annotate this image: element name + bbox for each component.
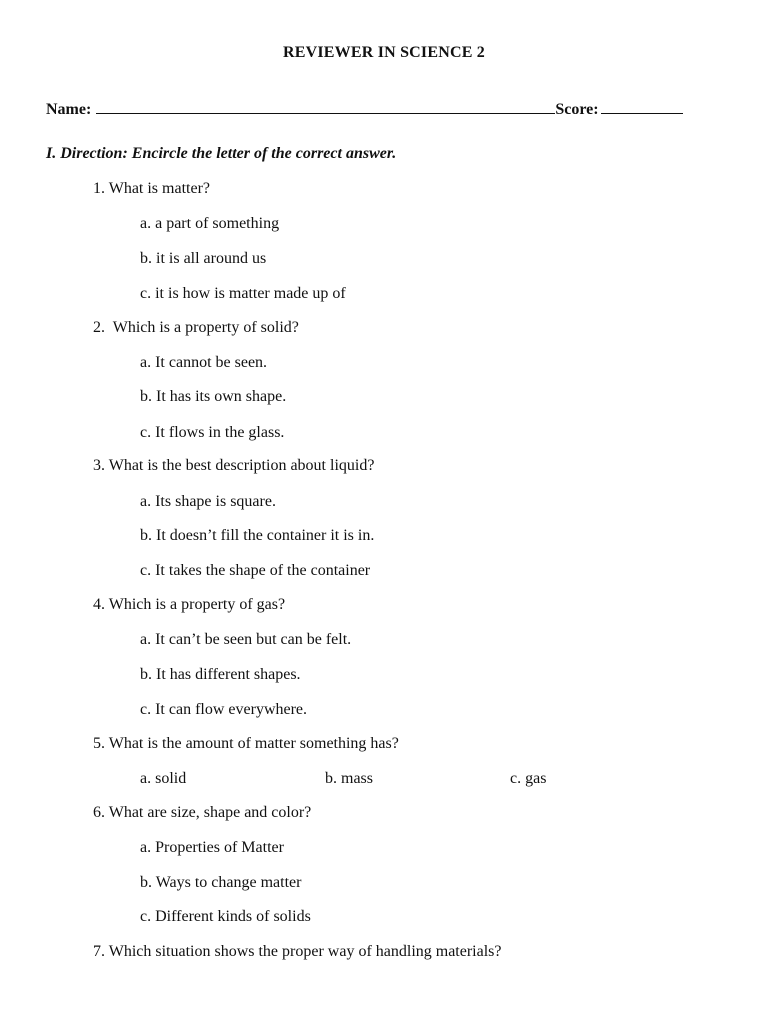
score-label: Score: bbox=[555, 101, 599, 118]
question-6: 6. What are size, shape and color? bbox=[93, 804, 312, 821]
question-2-option-c: c. It flows in the glass. bbox=[140, 424, 285, 441]
question-3: 3. What is the best description about liquid? bbox=[93, 457, 375, 474]
question-2-option-a: a. It cannot be seen. bbox=[140, 354, 268, 371]
question-4-option-b: b. It has different shapes. bbox=[140, 666, 301, 683]
direction-heading: I. Direction: Encircle the letter of the correct answer. bbox=[46, 145, 397, 162]
question-3-option-a: a. Its shape is square. bbox=[140, 493, 276, 510]
question-3-option-b: b. It doesn’t fill the container it is in. bbox=[140, 527, 375, 544]
score-blank-line bbox=[601, 112, 683, 114]
name-score-row bbox=[46, 101, 683, 119]
question-1: 1. What is matter? bbox=[93, 180, 210, 197]
question-5-option-a: a. solid bbox=[140, 770, 187, 787]
question-6-option-a: a. Properties of Matter bbox=[140, 839, 284, 856]
question-5-option-b: b. mass bbox=[325, 770, 373, 787]
question-5: 5. What is the amount of matter something has? bbox=[93, 735, 399, 752]
page-title: REVIEWER IN SCIENCE 2 bbox=[282, 44, 486, 61]
name-blank-line bbox=[96, 112, 555, 114]
question-1-option-b: b. it is all around us bbox=[140, 250, 267, 267]
name-label: Name: bbox=[46, 101, 92, 118]
question-6-option-b: b. Ways to change matter bbox=[140, 874, 302, 891]
question-3-option-c: c. It takes the shape of the container bbox=[140, 562, 371, 579]
question-7: 7. Which situation shows the proper way of handling materials? bbox=[93, 943, 502, 960]
question-1-option-a: a. a part of something bbox=[140, 215, 280, 232]
question-2-option-b: b. It has its own shape. bbox=[140, 388, 287, 405]
question-2: 2. Which is a property of solid? bbox=[93, 319, 299, 336]
question-4-option-c: c. It can flow everywhere. bbox=[140, 701, 308, 718]
question-6-option-c: c. Different kinds of solids bbox=[140, 908, 311, 925]
question-5-option-c: c. gas bbox=[510, 770, 547, 787]
question-1-option-c: c. it is how is matter made up of bbox=[140, 285, 346, 302]
question-4-option-a: a. It can’t be seen but can be felt. bbox=[140, 631, 352, 648]
question-4: 4. Which is a property of gas? bbox=[93, 596, 286, 613]
